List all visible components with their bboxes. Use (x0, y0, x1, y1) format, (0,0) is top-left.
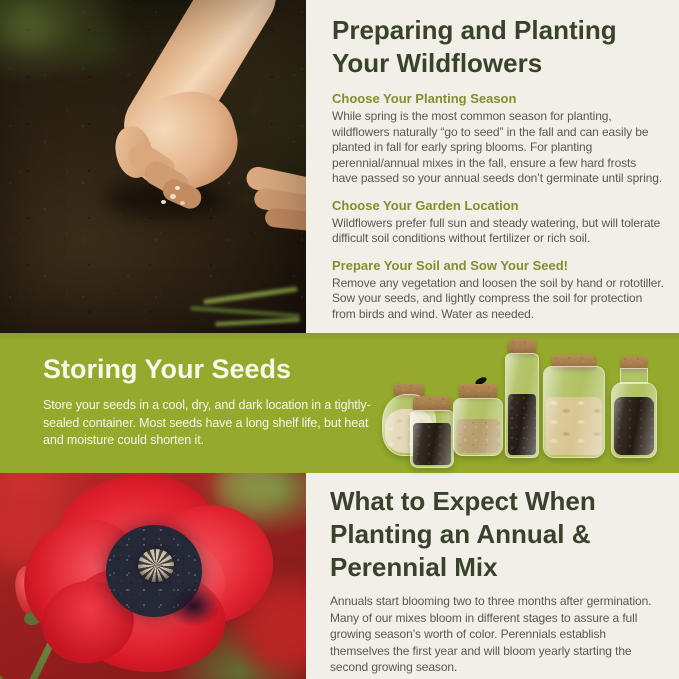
dark-seed-jar-small (410, 394, 454, 468)
planting-guide-panel (306, 0, 679, 333)
dark-seed-jar-right (611, 356, 657, 458)
section-body-planting-season: While spring is the most common season for planting, wildflowers naturally “go to seed” in the fall and can easily be planted in fall for early spring blooms. For planting perennial/annual mixes in the fall, ensure a few hard frosts have passed so your annual seeds don’t germinate until spring. (332, 109, 663, 185)
section-body-garden-location: Wildflowers prefer full sun and steady watering, but will tolerate difficult soil conditions without fertilizer or rich soil. (332, 215, 661, 245)
band-body: Store your seeds in a cool, dry, and dark location in a tightly-sealed container. Most seeds have a long shelf life, but heat and moisture could shorten it. (43, 398, 371, 447)
jar-cork (413, 396, 451, 411)
section-title-planting-season: Choose Your Planting Season (332, 91, 517, 106)
section-title-prepare-soil: Prepare Your Soil and Sow Your Seed! (332, 257, 568, 273)
pumpkin-seed-jar (543, 354, 605, 458)
section-title-garden-location: Choose Your Garden Location (332, 197, 519, 213)
vignette (0, 0, 306, 333)
band-title: Storing Your Seeds (43, 354, 292, 384)
jar-cork (508, 339, 536, 354)
tall-seed-jar (505, 338, 539, 458)
tan-seed-jar (453, 380, 503, 456)
jar-cork (459, 384, 497, 398)
storing-seeds-text (43, 353, 388, 450)
poppy-photo (0, 473, 306, 679)
soil-sowing-photo (0, 0, 306, 333)
expectations-body: Annuals start blooming two to three months after germination. Many of our mixes bloom in different stages to assure a full growing season’s worth of color. Perennials establish themselves the first year and will bloom yearly starting the second growing season. (330, 594, 652, 674)
expectations-title: What to Expect When Planting an Annual & Perennial Mix (330, 486, 596, 582)
section-body-prepare-soil: Remove any vegetation and loosen the soil by hand or rototiller. Sow your seeds, and lightly compress the soil for protection from birds and wind. Water as needed. (332, 275, 664, 321)
expectations-panel (306, 473, 679, 679)
poppy-stem (0, 631, 37, 679)
petal-dark-spot (168, 585, 220, 627)
seed-jars-photo (378, 336, 674, 470)
page-title: Preparing and Planting Your Wildflowers (332, 15, 617, 78)
poppy-seed-pod (138, 549, 174, 582)
